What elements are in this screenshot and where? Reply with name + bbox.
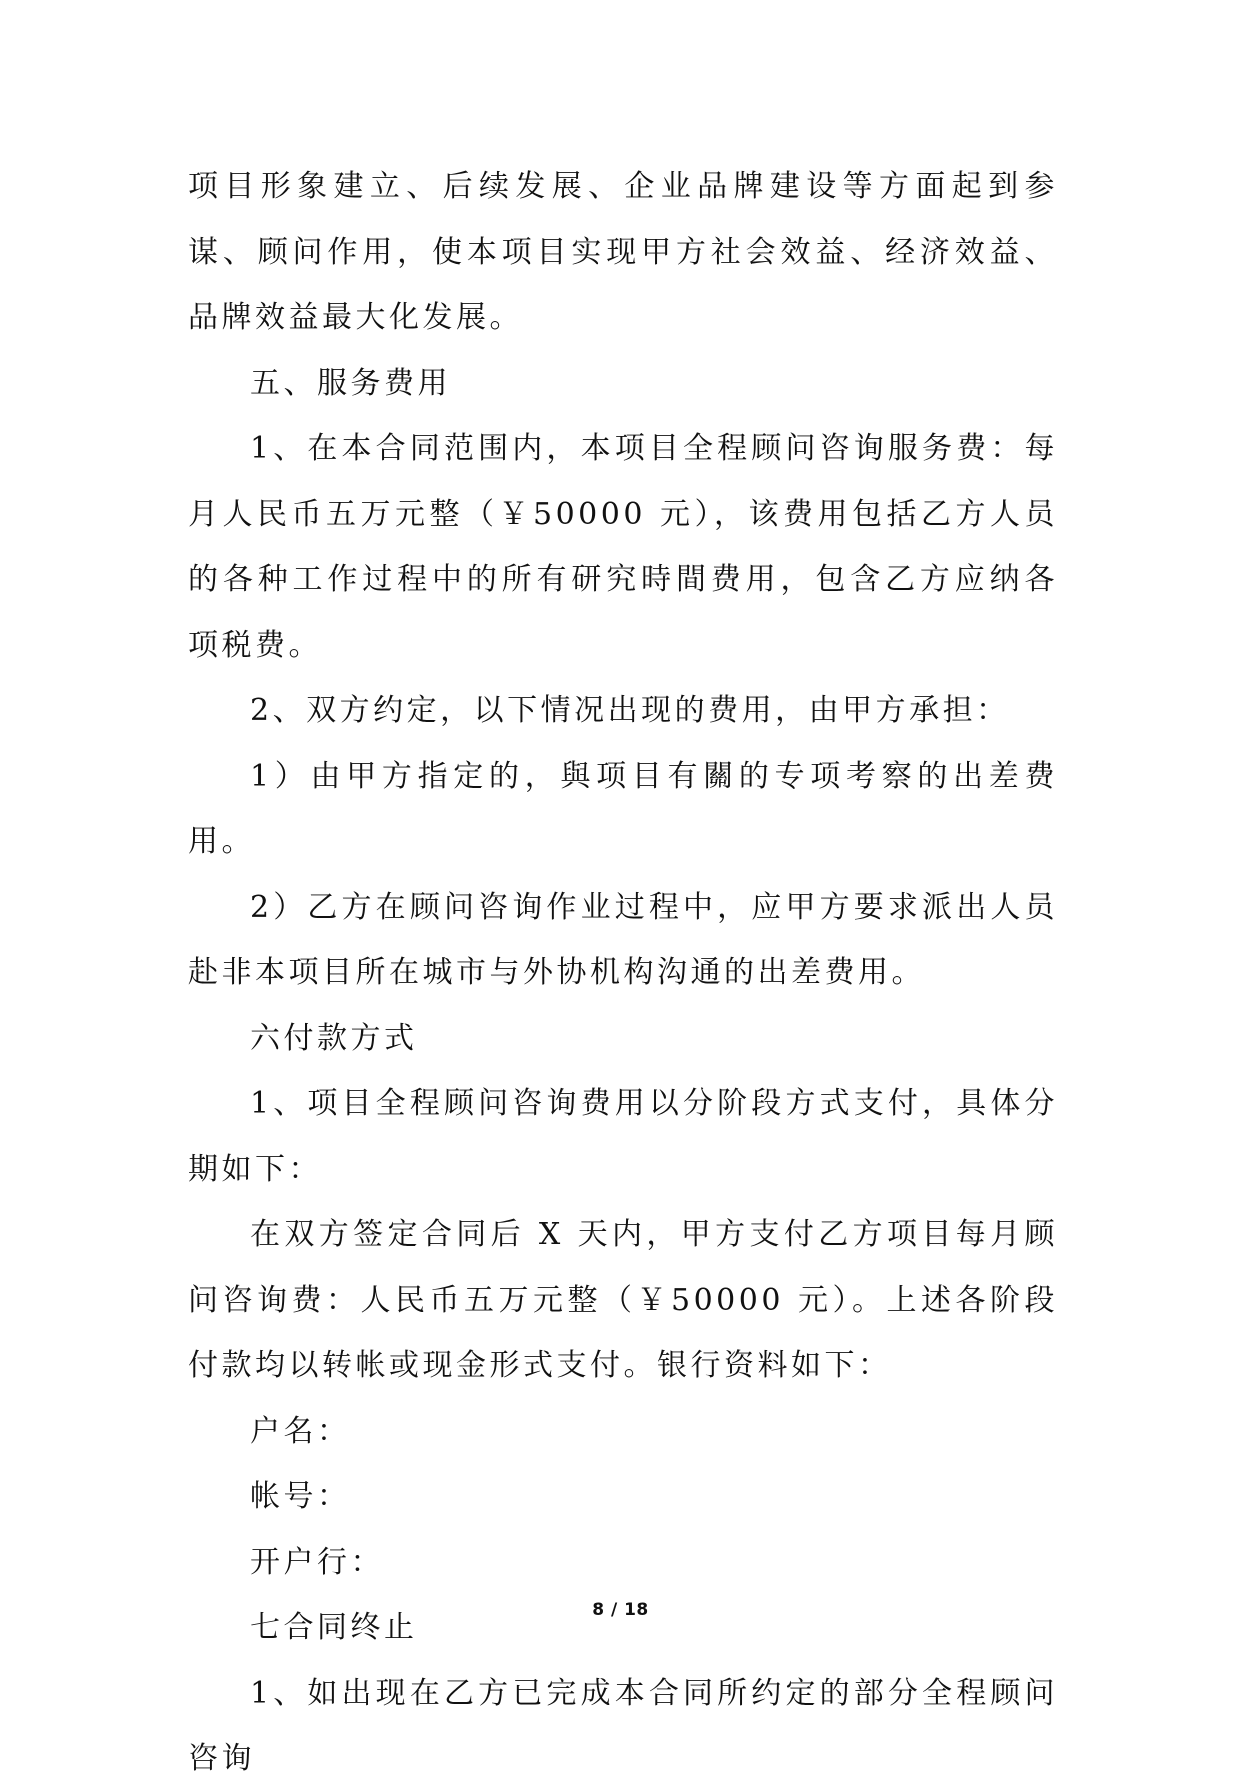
paragraph-continuation: 项目形象建立、后续发展、企业品牌建设等方面起到参谋、顾问作用，使本项目实现甲方社会效益、经济效益、品牌效益最大化发展。 [188,169,1058,335]
section-heading-termination: 七合同终止 [250,1610,418,1645]
bank-branch-line: 开户行： [250,1544,384,1580]
account-name-line: 户名： [250,1413,351,1449]
body-text [188,154,1058,1792]
paragraph-fee-item-2: 2）乙方在顾问咨询作业过程中，应甲方要求派出人员赴非本项目所在城市与外协机构沟通的出差费用。 [188,889,1058,990]
paragraph-termination-clause-1: 1、如出现在乙方已完成本合同所约定的部分全程顾问咨询 [188,1675,1058,1776]
paragraph-payment-schedule: 在双方签定合同后 X 天内，甲方支付乙方项目每月顾问咨询费：人民币五万元整（￥50000 元）。上述各阶段付款均以转帐或现金形式支付。银行资料如下： [188,1217,1058,1383]
paragraph-fee-item-1: 1）由甲方指定的，與项目有關的专项考察的出差费用。 [188,758,1058,859]
paragraph-fee-clause-2: 2、双方约定，以下情况出现的费用，由甲方承担： [250,693,1010,728]
account-number-line: 帐号： [250,1479,351,1514]
paragraph-payment-clause-1: 1、项目全程顾问咨询费用以分阶段方式支付，具体分期如下： [188,1086,1058,1187]
paragraph-fee-clause-1: 1、在本合同范围内，本项目全程顾问咨询服务费：每月人民币五万元整（￥50000 元），该费用包括乙方人员的各种工作过程中的所有研究時間费用，包含乙方应纳各项税费。 [188,431,1058,663]
page-number: 8 / 18 [592,1600,649,1620]
section-heading-service-fees: 五、服务费用 [250,365,451,401]
section-heading-payment-method: 六付款方式 [250,1020,418,1056]
